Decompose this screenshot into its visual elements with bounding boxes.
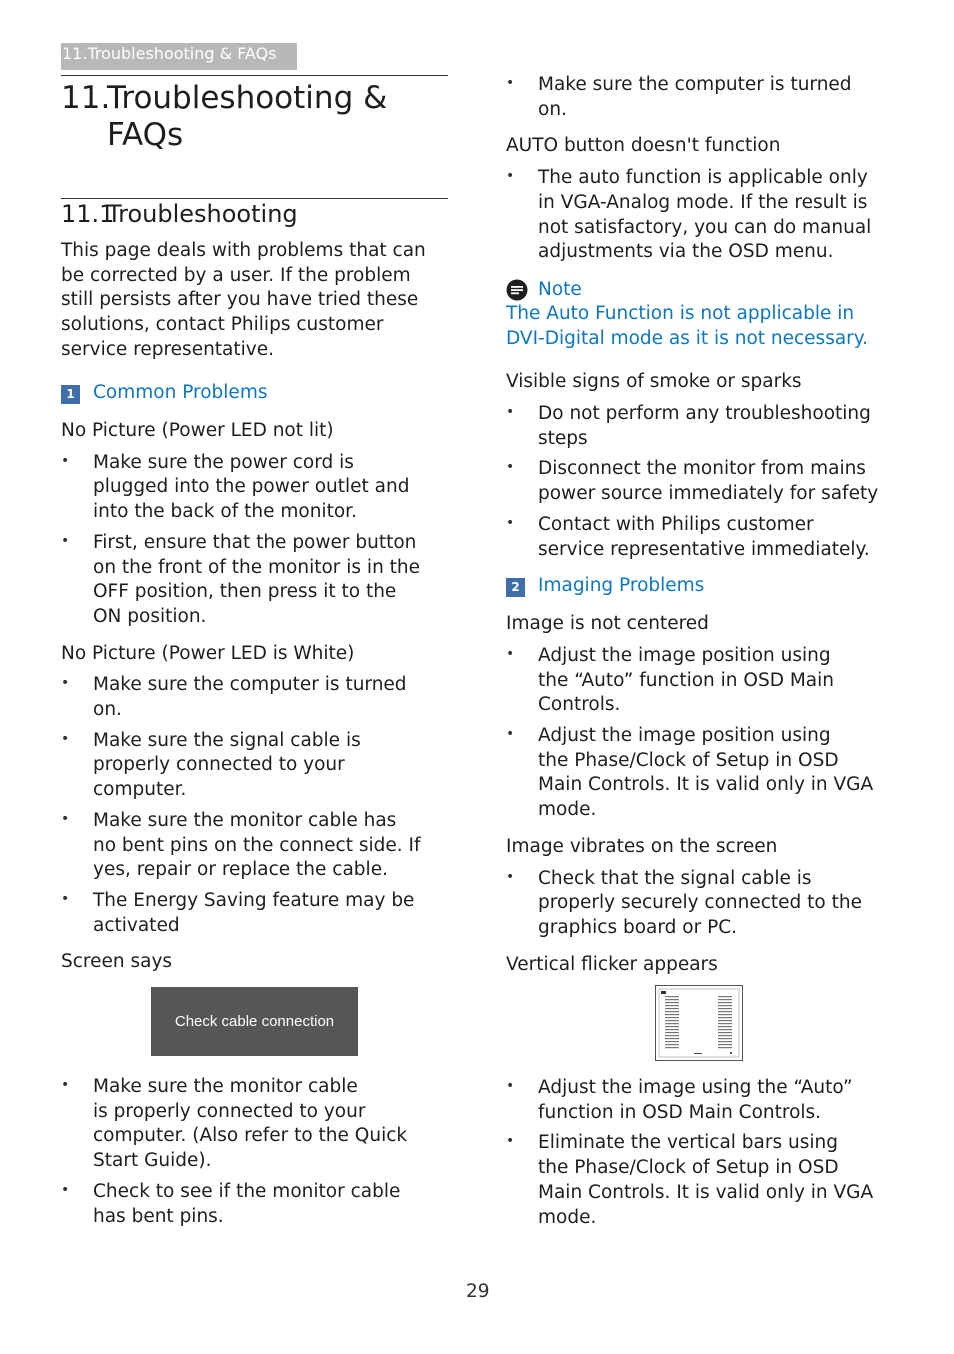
list-item-line: Make sure the computer is turned [93, 674, 407, 696]
list-item-line: Check that the signal cable is [538, 867, 812, 889]
list-item-line: in VGA-Analog mode. If the result is [538, 191, 868, 213]
common-problems-badge: 1 [61, 385, 80, 404]
list-item-line: Disconnect the monitor from mains [538, 458, 866, 480]
intro-line: be corrected by a user. If the problem [61, 264, 411, 286]
section-intro [61, 239, 448, 363]
note-line: DVI-Digital mode as it is not necessary. [506, 327, 868, 349]
intro-line: solutions, contact Philips customer [61, 314, 384, 336]
list-item-line: computer. (Also refer to the Quick [93, 1125, 408, 1147]
list-item-line: Controls. [538, 694, 621, 716]
list-item-line: on the front of the monitor is in the [93, 556, 421, 578]
list-item-line: Adjust the image position using [538, 725, 831, 747]
bullet: • [506, 645, 515, 662]
list-item-line: mode. [538, 799, 597, 821]
list-item-line: OFF position, then press it to the [93, 581, 397, 603]
list-item [506, 1076, 901, 1125]
list-item-line: Make sure the computer is turned [538, 74, 852, 95]
list-item-line: plugged into the power outlet and [93, 476, 410, 498]
vibrates-heading: Image vibrates on the screen [506, 835, 778, 857]
intro-line: still persists after you have tried these [61, 289, 419, 311]
list-item-line: The Energy Saving feature may be [93, 889, 415, 911]
common-problems-title: Common Problems [93, 382, 268, 403]
auto-button-heading: AUTO button doesn't function [506, 135, 781, 157]
bullet: • [506, 1133, 515, 1150]
list-item [61, 729, 448, 803]
vertical-flicker-illustration [655, 985, 743, 1061]
list-item-line: not satisfactory, you can do manual [538, 216, 872, 238]
note-label: Note [538, 278, 582, 300]
note-text [506, 302, 901, 351]
list-item-line: Make sure the monitor cable [93, 1076, 358, 1097]
chapter-top-rule [61, 75, 448, 76]
list-item-line: computer. [93, 779, 187, 801]
left-column-content [61, 419, 448, 975]
list-item-line: Main Controls. It is valid only in VGA [538, 774, 874, 796]
screen-says-heading: Screen says [61, 951, 173, 973]
list-item-line: into the back of the monitor. [93, 501, 357, 523]
list-item-line: on. [93, 699, 122, 721]
note-header [506, 277, 901, 302]
list-item-line: Main Controls. It is valid only in VGA [538, 1181, 874, 1203]
list-item-line: function in OSD Main Controls. [538, 1101, 822, 1123]
list-item-line: Make sure the signal cable is [93, 729, 361, 751]
power-led-not-lit-heading: No Picture (Power LED not lit) [61, 420, 334, 441]
list-item-line: properly securely connected to the [538, 892, 862, 914]
section-number: 11.1 [61, 200, 115, 228]
list-item [506, 867, 901, 941]
bullet: • [61, 810, 70, 827]
list-item-line: power source immediately for safety [538, 483, 879, 505]
list-item-line: is properly connected to your [93, 1100, 366, 1122]
power-led-white-heading: No Picture (Power LED is White) [61, 642, 355, 664]
list-item [61, 1180, 448, 1229]
list-item-line: on. [538, 98, 567, 120]
imaging-problems-badge: 2 [506, 578, 525, 597]
bullet: • [506, 75, 515, 91]
list-item-line: First, ensure that the power button [93, 531, 417, 553]
screen-message-box [151, 987, 358, 1056]
chapter-number: 11. [61, 80, 111, 116]
list-item [61, 1075, 448, 1174]
list-item [506, 1131, 901, 1230]
list-item-line: Adjust the image position using [538, 644, 831, 666]
list-item-line: Do not perform any troubleshooting [538, 403, 871, 425]
list-item [506, 724, 901, 823]
flicker-heading: Vertical flicker appears [506, 953, 718, 975]
chapter-title-line1: Troubleshooting & [107, 80, 388, 116]
smoke-heading: Visible signs of smoke or sparks [506, 371, 802, 393]
list-item-line: the “Auto” function in OSD Main [538, 669, 834, 691]
bullet: • [61, 730, 70, 747]
list-item [61, 889, 448, 938]
imaging-problems-header [506, 574, 901, 599]
list-item [506, 166, 901, 265]
list-item-line: yes, repair or replace the cable. [93, 859, 388, 881]
list-item-line: no bent pins on the connect side. If [93, 834, 421, 856]
list-item-line: has bent pins. [93, 1205, 224, 1227]
note-icon [506, 279, 528, 301]
list-item-line: ON position. [93, 605, 207, 627]
bullet: • [506, 868, 515, 885]
screen-says-list [61, 1075, 448, 1229]
list-item [61, 531, 448, 630]
list-item-line: Eliminate the vertical bars using [538, 1132, 838, 1154]
page-number: 29 [466, 1281, 490, 1302]
imaging-problems-title: Imaging Problems [538, 575, 705, 597]
bullet: • [61, 890, 70, 907]
intro-line: This page deals with problems that can [61, 240, 426, 261]
list-item [506, 457, 901, 506]
list-item-line: Check to see if the monitor cable [93, 1180, 401, 1202]
list-item [506, 644, 901, 718]
section-title: Troubleshooting [107, 200, 298, 228]
list-item [506, 402, 901, 451]
list-item [61, 451, 448, 525]
list-item-line: Make sure the power cord is [93, 451, 354, 473]
chapter-title-line2: FAQs [107, 117, 184, 153]
list-item-line: steps [538, 427, 588, 449]
bullet: • [61, 452, 70, 469]
bullet: • [506, 514, 515, 531]
intro-line: service representative. [61, 338, 274, 360]
list-item-line: properly connected to your [93, 754, 345, 776]
bullet: • [506, 168, 515, 185]
list-item-line: mode. [538, 1206, 597, 1228]
bullet: • [506, 726, 515, 743]
bullet: • [61, 1181, 70, 1198]
list-item-line: activated [93, 914, 180, 936]
right-column-content [506, 73, 901, 977]
bullet: • [506, 459, 515, 476]
not-centered-heading: Image is not centered [506, 613, 709, 635]
list-item-line: the Phase/Clock of Setup in OSD [538, 749, 839, 771]
header-tab: 11.Troubleshooting & FAQs [61, 43, 297, 70]
list-item-line: the Phase/Clock of Setup in OSD [538, 1157, 839, 1179]
list-item-line: Make sure the monitor cable has [93, 809, 397, 831]
list-item [506, 73, 901, 122]
list-item-line: adjustments via the OSD menu. [538, 241, 834, 263]
list-item [506, 513, 901, 562]
list-item-line: graphics board or PC. [538, 916, 738, 938]
list-item-line: Contact with Philips customer [538, 513, 814, 535]
list-item-line: service representative immediately. [538, 538, 870, 560]
list-item-line: Adjust the image using the “Auto” [538, 1077, 853, 1098]
list-item-line: Start Guide). [93, 1150, 212, 1172]
bullet: • [506, 404, 515, 421]
bullet: • [506, 1078, 515, 1094]
note-line: The Auto Function is not applicable in [506, 302, 855, 324]
bullet: • [61, 1077, 70, 1093]
screen-message-text: Check cable connection [174, 1013, 335, 1030]
bullet: • [61, 675, 70, 692]
flicker-pattern-image [656, 986, 742, 1060]
bullet: • [61, 532, 70, 549]
list-item [61, 673, 448, 722]
flicker-list [506, 1076, 901, 1230]
list-item-line: The auto function is applicable only [538, 167, 868, 189]
list-item [61, 809, 448, 883]
